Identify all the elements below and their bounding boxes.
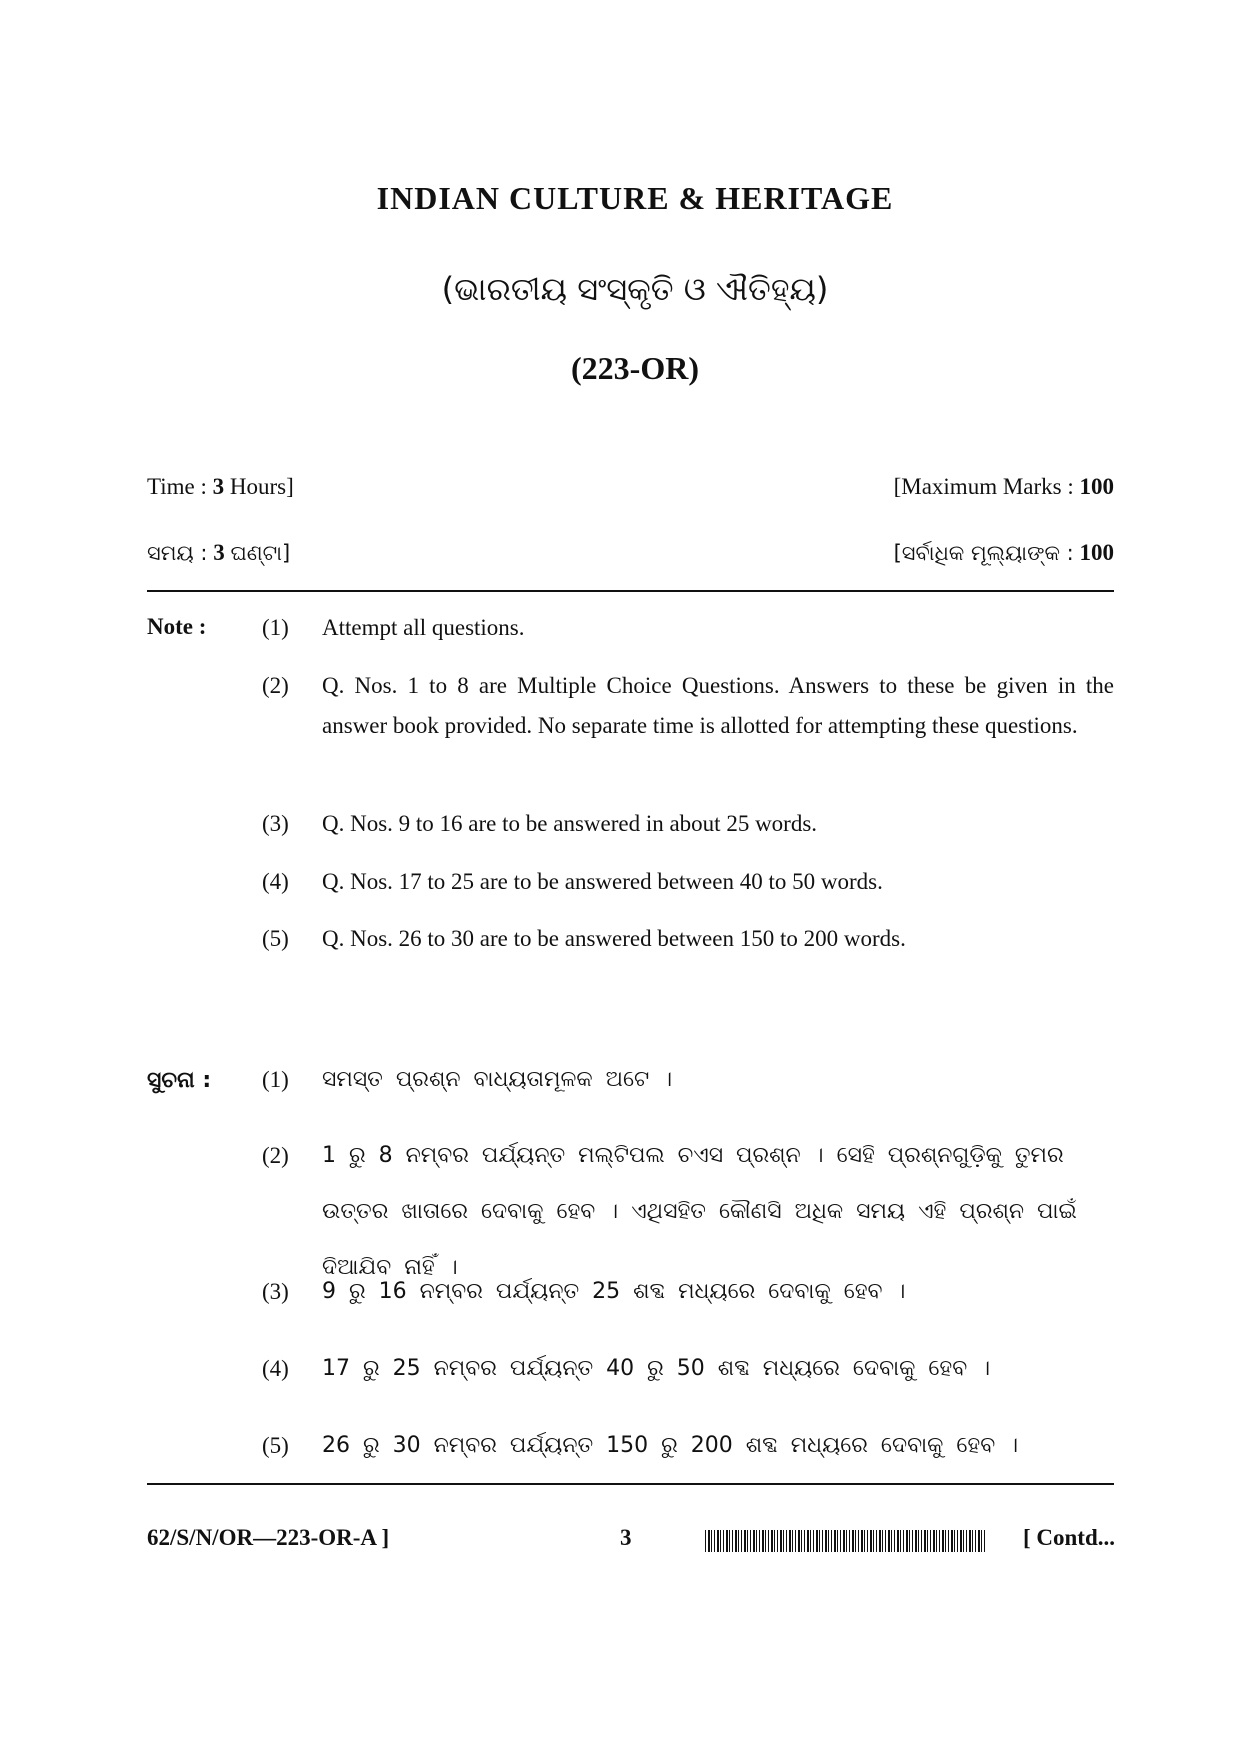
sucana-item-number: (2) (262, 1143, 289, 1168)
sucana-label: ସୁଚନା : (147, 1068, 212, 1093)
time-label-odia: ସମୟ : (147, 541, 208, 565)
subject-title: INDIAN CULTURE & HERITAGE (376, 180, 894, 216)
time-value: 3 (212, 474, 225, 499)
note-item-text: Q. Nos. 1 to 8 are Multiple Choice Questions. Answers to these be given in the answer book provided. No separate time is allotted for attempting these questions. (322, 673, 1114, 738)
subject-title-odia: (ଭାରତୀୟ ସଂସ୍କୃତି ଓ ଐତିହ୍ୟ) (441, 270, 829, 308)
sucana-item-text: ସମସ୍ତ ପ୍ରଶ୍ନ ବାଧ୍ୟତାମୂଳକ ଅଟେ । (322, 1067, 673, 1092)
sucana-item-number: (5) (262, 1433, 289, 1458)
sucana-item-number: (4) (262, 1356, 289, 1381)
sucana-item-text: 26 ରୁ 30 ନମ୍ବର ପର୍ଯ୍ୟନ୍ତ 150 ରୁ 200 ଶବ୍ଦ ମଧ୍ୟରେ ଦେବାକୁ ହେବ । (322, 1433, 1019, 1458)
marks-label-odia: [ସର୍ବାଧିକ ମୂଲ୍ୟାଙ୍କ : (893, 541, 1074, 565)
sucana-item-number: (1) (262, 1067, 289, 1092)
divider-top (147, 590, 1114, 592)
barcode-icon (705, 1530, 985, 1552)
sucana-item-text: 9 ରୁ 16 ନମ୍ବର ପର୍ଯ୍ୟନ୍ତ 25 ଶବ୍ଦ ମଧ୍ୟରେ ଦେବାକୁ ହେବ । (322, 1279, 906, 1304)
time-value-odia: 3 (213, 540, 225, 565)
divider-bottom (147, 1483, 1114, 1485)
max-marks (894, 474, 1114, 500)
marks-label: [Maximum Marks : (893, 474, 1074, 499)
time-label: Time : (147, 474, 207, 499)
time-marks-row-english (147, 474, 1114, 500)
time-unit: Hours] (229, 474, 294, 499)
note-item-text: Attempt all questions. (322, 615, 525, 640)
time-unit-odia: ଘଣ୍ଟା] (230, 541, 291, 565)
note-item-number: (5) (262, 926, 289, 951)
subject-code: (223-OR) (571, 350, 699, 386)
note-item-text: Q. Nos. 9 to 16 are to be answered in about 25 words. (322, 811, 818, 836)
note-label: Note : (147, 614, 207, 639)
time-marks-row-odia (147, 540, 1114, 566)
continued-label: [ Contd... (1022, 1525, 1115, 1550)
page-number: 3 (620, 1525, 632, 1550)
marks-value-odia: 100 (1079, 540, 1114, 565)
note-item-number: (3) (262, 811, 289, 836)
note-item-number: (4) (262, 869, 289, 894)
sucana-item-text: 17 ରୁ 25 ନମ୍ବର ପର୍ଯ୍ୟନ୍ତ 40 ରୁ 50 ଶବ୍ଦ ମଧ୍ୟରେ ଦେବାକୁ ହେବ । (322, 1356, 991, 1381)
note-item-number: (2) (262, 673, 289, 698)
max-marks-odia (894, 540, 1114, 566)
paper-code: 62/S/N/OR—223-OR-A ] (147, 1525, 390, 1550)
sucana-item-text: 1 ରୁ 8 ନମ୍ବର ପର୍ଯ୍ୟନ୍ତ ମଲ୍ଟିପଲ ଚଏସ ପ୍ରଶ୍ନ । ସେହି ପ୍ରଶ୍ନଗୁଡ଼ିକୁ ତୁମର ଉତ୍ତର ଖାତାରେ ଦେବାକୁ ହେବ । ଏଥିସହିତ କୌଣସି ଅଧିକ ସମୟ ଏହି ପ୍ରଶ୍ନ ପାଇଁ ଦିଆଯିବ ନାହିଁ । (322, 1143, 1077, 1280)
note-item-number: (1) (262, 615, 289, 640)
note-item-text: Q. Nos. 17 to 25 are to be answered between 40 to 50 words. (322, 869, 883, 894)
marks-value: 100 (1079, 474, 1114, 499)
sucana-item-number: (3) (262, 1279, 289, 1304)
note-item-text: Q. Nos. 26 to 30 are to be answered between 150 to 200 words. (322, 926, 906, 951)
